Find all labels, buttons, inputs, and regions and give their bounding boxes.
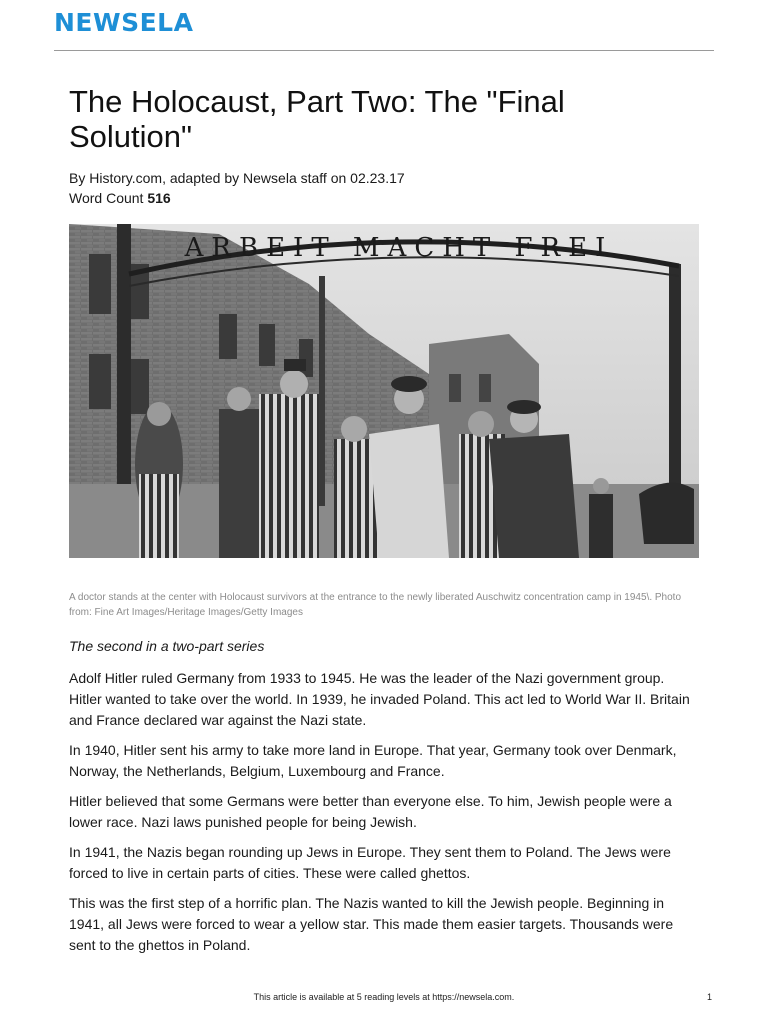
- paragraph: Hitler believed that some Germans were better than everyone else. To him, Jewish people were a lower race. Nazi laws punished people for being Jewish.: [69, 793, 672, 830]
- word-count-label: Word Count: [69, 190, 144, 206]
- paragraph: This was the first step of a horrific plan. The Nazis wanted to kill the Jewish people. Beginning in 1941, all Jews were forced to wear a yellow star. This made them easier targets. Thousands were sent to the ghettos in Poland.: [69, 895, 674, 953]
- footer-availability: This article is available at 5 reading levels at https://newsela.com.: [253, 992, 515, 1002]
- paragraph: Adolf Hitler ruled Germany from 1933 to 1945. He was the leader of the Nazi government group. Hitler wanted to take over the world. In 1939, he invaded Poland. This act led to World War II. Britain and France declared war against the Nazi state.: [69, 670, 690, 728]
- article-byline: By History.com, adapted by Newsela staff on 02.23.17: [69, 170, 405, 186]
- article-photo: [69, 224, 699, 558]
- page-number: 1: [707, 992, 713, 1002]
- newsela-logo[interactable]: NEWSELA: [54, 8, 194, 37]
- header-divider: [54, 50, 714, 51]
- word-count: [69, 188, 171, 208]
- paragraph: In 1941, the Nazis began rounding up Jews in Europe. They sent them to Poland. The Jews were forced to live in certain parts of cities. These were called ghettos.: [69, 844, 671, 881]
- word-count-value: 516: [147, 190, 171, 206]
- article-body: [69, 668, 699, 965]
- series-subtitle: The second in a two-part series: [69, 638, 265, 654]
- article-title: The Holocaust, Part Two: The "Final Solution": [69, 84, 565, 154]
- photo-sign-text: ARBEIT MACHT FREI: [184, 233, 614, 263]
- photo-caption: A doctor stands at the center with Holocaust survivors at the entrance to the newly liberated Auschwitz concentration camp in 1945\. Photo from: Fine Art Images/Heritage Images/Getty Images: [69, 592, 682, 618]
- paragraph: In 1940, Hitler sent his army to take more land in Europe. That year, Germany took over Denmark, Norway, the Netherlands, Belgium, Luxembourg and France.: [69, 742, 677, 779]
